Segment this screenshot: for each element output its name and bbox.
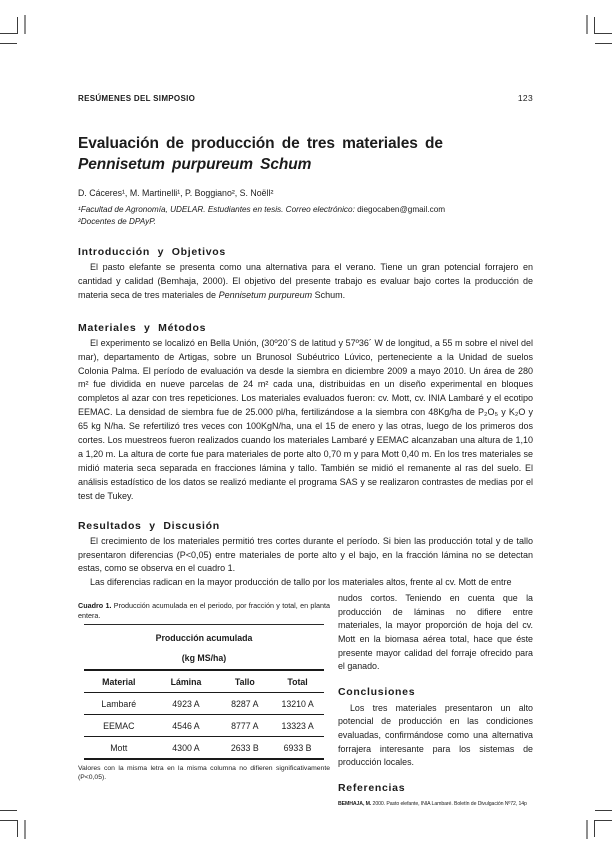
crop-mark-bottom-left — [0, 810, 17, 811]
two-column-zone — [78, 592, 533, 807]
section-heading-resultados: Resultados y Discusión — [78, 519, 220, 532]
crop-mark-bottom-right — [594, 820, 595, 837]
table-cell: 6933 B — [283, 742, 312, 753]
reference-text: 2000. Pasto elefante, INIA Lambaré. Boletín de Divulgación Nº72, 14p — [371, 800, 527, 807]
table-top-rule — [84, 624, 324, 625]
table-column-header: Lámina — [170, 676, 202, 687]
crop-mark-top-left — [24, 15, 26, 34]
section-heading-introduccion: Introducción y Objetivos — [78, 246, 226, 258]
table-column — [78, 592, 330, 807]
table-cell: 4923 A — [172, 698, 200, 709]
running-head: RESÚMENES DEL SIMPOSIO — [78, 94, 196, 103]
table-cell: 13323 A — [281, 720, 314, 731]
affiliation-2: ²Docentes de DPAyP. — [78, 216, 156, 226]
article-title-text: Evaluación de producción de tres materiales de — [78, 135, 443, 152]
table-column-header: Material — [102, 676, 136, 687]
section-heading-referencias: Referencias — [338, 781, 406, 794]
methods-paragraph: El experimento se localizó en Bella Unión, (30º20´S de latitud y 57º36´ W de longitud, a 55 m sobre el nivel del mar), departamento de Artigas, sobre un Brunosol Subéutrico Lúvico, perteneciente a la Unidad de suelos Colonia Palma. El período de evaluación va desde la siembra en diciembre 2009 a mayo 2010. Un área de 280 m² fue dividida en nueve parcelas de 24 m² cada una, distribuidas en un diseño experimental en bloques completos al azar con tres repeticiones. Los materiales evaluados fueron: cv. Mott, cv. INIA Lambaré y el ecotipo EEMAC. La densidad de siembra fue de 25.000 pl/ha, fertilizándose a la siembra con 48Kg/ha de P₂O₅ y K₂O y 65 kg N/ha. Se refertilizó tres veces con 100KgN/ha, una el 15 de enero y las otras, luego de los primeros dos cortes. Los muestreos fueron realizados cuando los materiales Lambaré y EEMAC alcanzaban una altura de 1,10 a 1,20 m. La altura de corte fue para materiales de porte alto 0,70 m y para Mott 0,40 m. En los tres materiales se midió materia seca separada en fracciones lámina y tallo. También se midió el remanente al ras del suelo. El análisis estadístico de los datos se realizó mediante el programa SAS y se realizaron contrastes de medias por el test de Tukey. — [78, 337, 533, 501]
table-caption-label: Cuadro 1. — [78, 601, 112, 611]
crop-mark-bottom-left — [0, 820, 18, 821]
results-paragraph-1: El crecimiento de los materiales permitió tres cortes durante el período. Si bien las producción total y de tallo presentaron diferencias (P<0,05) entre materiales de porte alto y el bajo, en la fracción lámina no se detectan estas, como se observa en el cuadro 1. — [78, 535, 533, 574]
section-heading-materiales: Materiales y Métodos — [78, 321, 207, 334]
reference-author: BEMHAJA, M. — [338, 800, 372, 807]
results-paragraph-2: Las diferencias radican en la mayor producción de tallo por los materiales altos, frente al cv. Mott de entre — [90, 577, 512, 588]
conclusions-paragraph: Los tres materiales presentaron un alto potencial de producción en las condiciones evaluadas, confirmándose como una alternativa forrajera interesante para los sistemas de producción locales. — [338, 702, 533, 768]
table-cell: Lambaré — [101, 698, 137, 709]
affiliation-1-text: ¹Facultad de Agronomía, UDELAR. Estudiantes en tesis. Correo electrónico: — [78, 205, 358, 214]
crop-mark-bottom-left — [17, 820, 18, 837]
crop-mark-bottom-right — [586, 820, 588, 839]
authors-line: D. Cáceres¹, M. Martinelli¹, P. Boggiano², S. Noëll² — [78, 188, 274, 198]
table-cell: 8287 A — [231, 698, 259, 709]
table-cell: EEMAC — [103, 720, 135, 731]
page-content — [78, 93, 533, 807]
article-title — [78, 133, 533, 175]
table-footnote: Valores con la misma letra en la misma columna no difieren significativamente (P<0,05). — [78, 764, 330, 782]
intro-paragraph-text: El pasto elefante se presenta como una alternativa para el verano. Tiene un gran potencial forrajero en cantidad y calidad (Bemhaja, 2000). El objetivo del presente trabajo es evaluar bajo cortes la producción de materia seca de tres materiales de — [78, 262, 533, 300]
table-header-row — [84, 671, 324, 693]
table-column-header: Tallo — [234, 676, 255, 687]
section-heading-conclusiones: Conclusiones — [338, 685, 416, 698]
table-caption — [78, 601, 330, 621]
page-number: 123 — [517, 93, 533, 103]
table-unit: (kg MS/ha) — [181, 652, 227, 663]
table-row — [84, 693, 324, 715]
table-title: Producción acumulada — [155, 632, 253, 643]
intro-paragraph — [78, 261, 533, 303]
table-caption-text: Producción acumulada en el periodo, por fracción y total, en planta entera. — [78, 601, 330, 621]
table-column-header: Total — [287, 676, 308, 687]
table-cell: 8777 A — [231, 720, 259, 731]
cuadro-1-table — [84, 669, 324, 760]
right-text-column — [338, 592, 533, 807]
crop-mark-top-right — [594, 17, 595, 34]
crop-mark-top-left — [17, 17, 18, 34]
table-row — [84, 737, 324, 760]
crop-mark-top-right — [586, 15, 588, 34]
crop-mark-bottom-right — [595, 810, 612, 811]
table-cell: Mott — [110, 742, 128, 753]
crop-mark-top-left — [0, 33, 18, 34]
intro-paragraph-tail: Schum. — [312, 289, 346, 300]
reference-entry — [338, 801, 533, 807]
crop-mark-top-left — [0, 43, 17, 44]
article-title-species: Pennisetum purpureum Schum — [78, 156, 312, 173]
crop-mark-top-right — [595, 43, 612, 44]
affiliation-email: diegocaben@gmail.com — [357, 205, 446, 214]
crop-mark-top-right — [594, 33, 612, 34]
table-cell: 4300 A — [172, 742, 200, 753]
crop-mark-bottom-right — [594, 820, 612, 821]
table-cell: 13210 A — [281, 698, 314, 709]
crop-mark-bottom-left — [24, 820, 26, 839]
affiliation-1 — [78, 204, 533, 216]
affiliations — [78, 204, 533, 227]
table-row — [84, 715, 324, 737]
table-cell: 4546 A — [172, 720, 200, 731]
intro-species: Pennisetum purpureum — [218, 289, 313, 300]
page-header — [78, 93, 533, 103]
table-cell: 2633 B — [230, 742, 259, 753]
results-continuation: nudos cortos. Teniendo en cuenta que la producción de láminas no difiere entre materiales, la mayor proporción de hoja del cv. Mott en la biomasa aérea total, hace que éste presente mayor calidad del forraje ofrecido para el ganado. — [338, 593, 533, 672]
